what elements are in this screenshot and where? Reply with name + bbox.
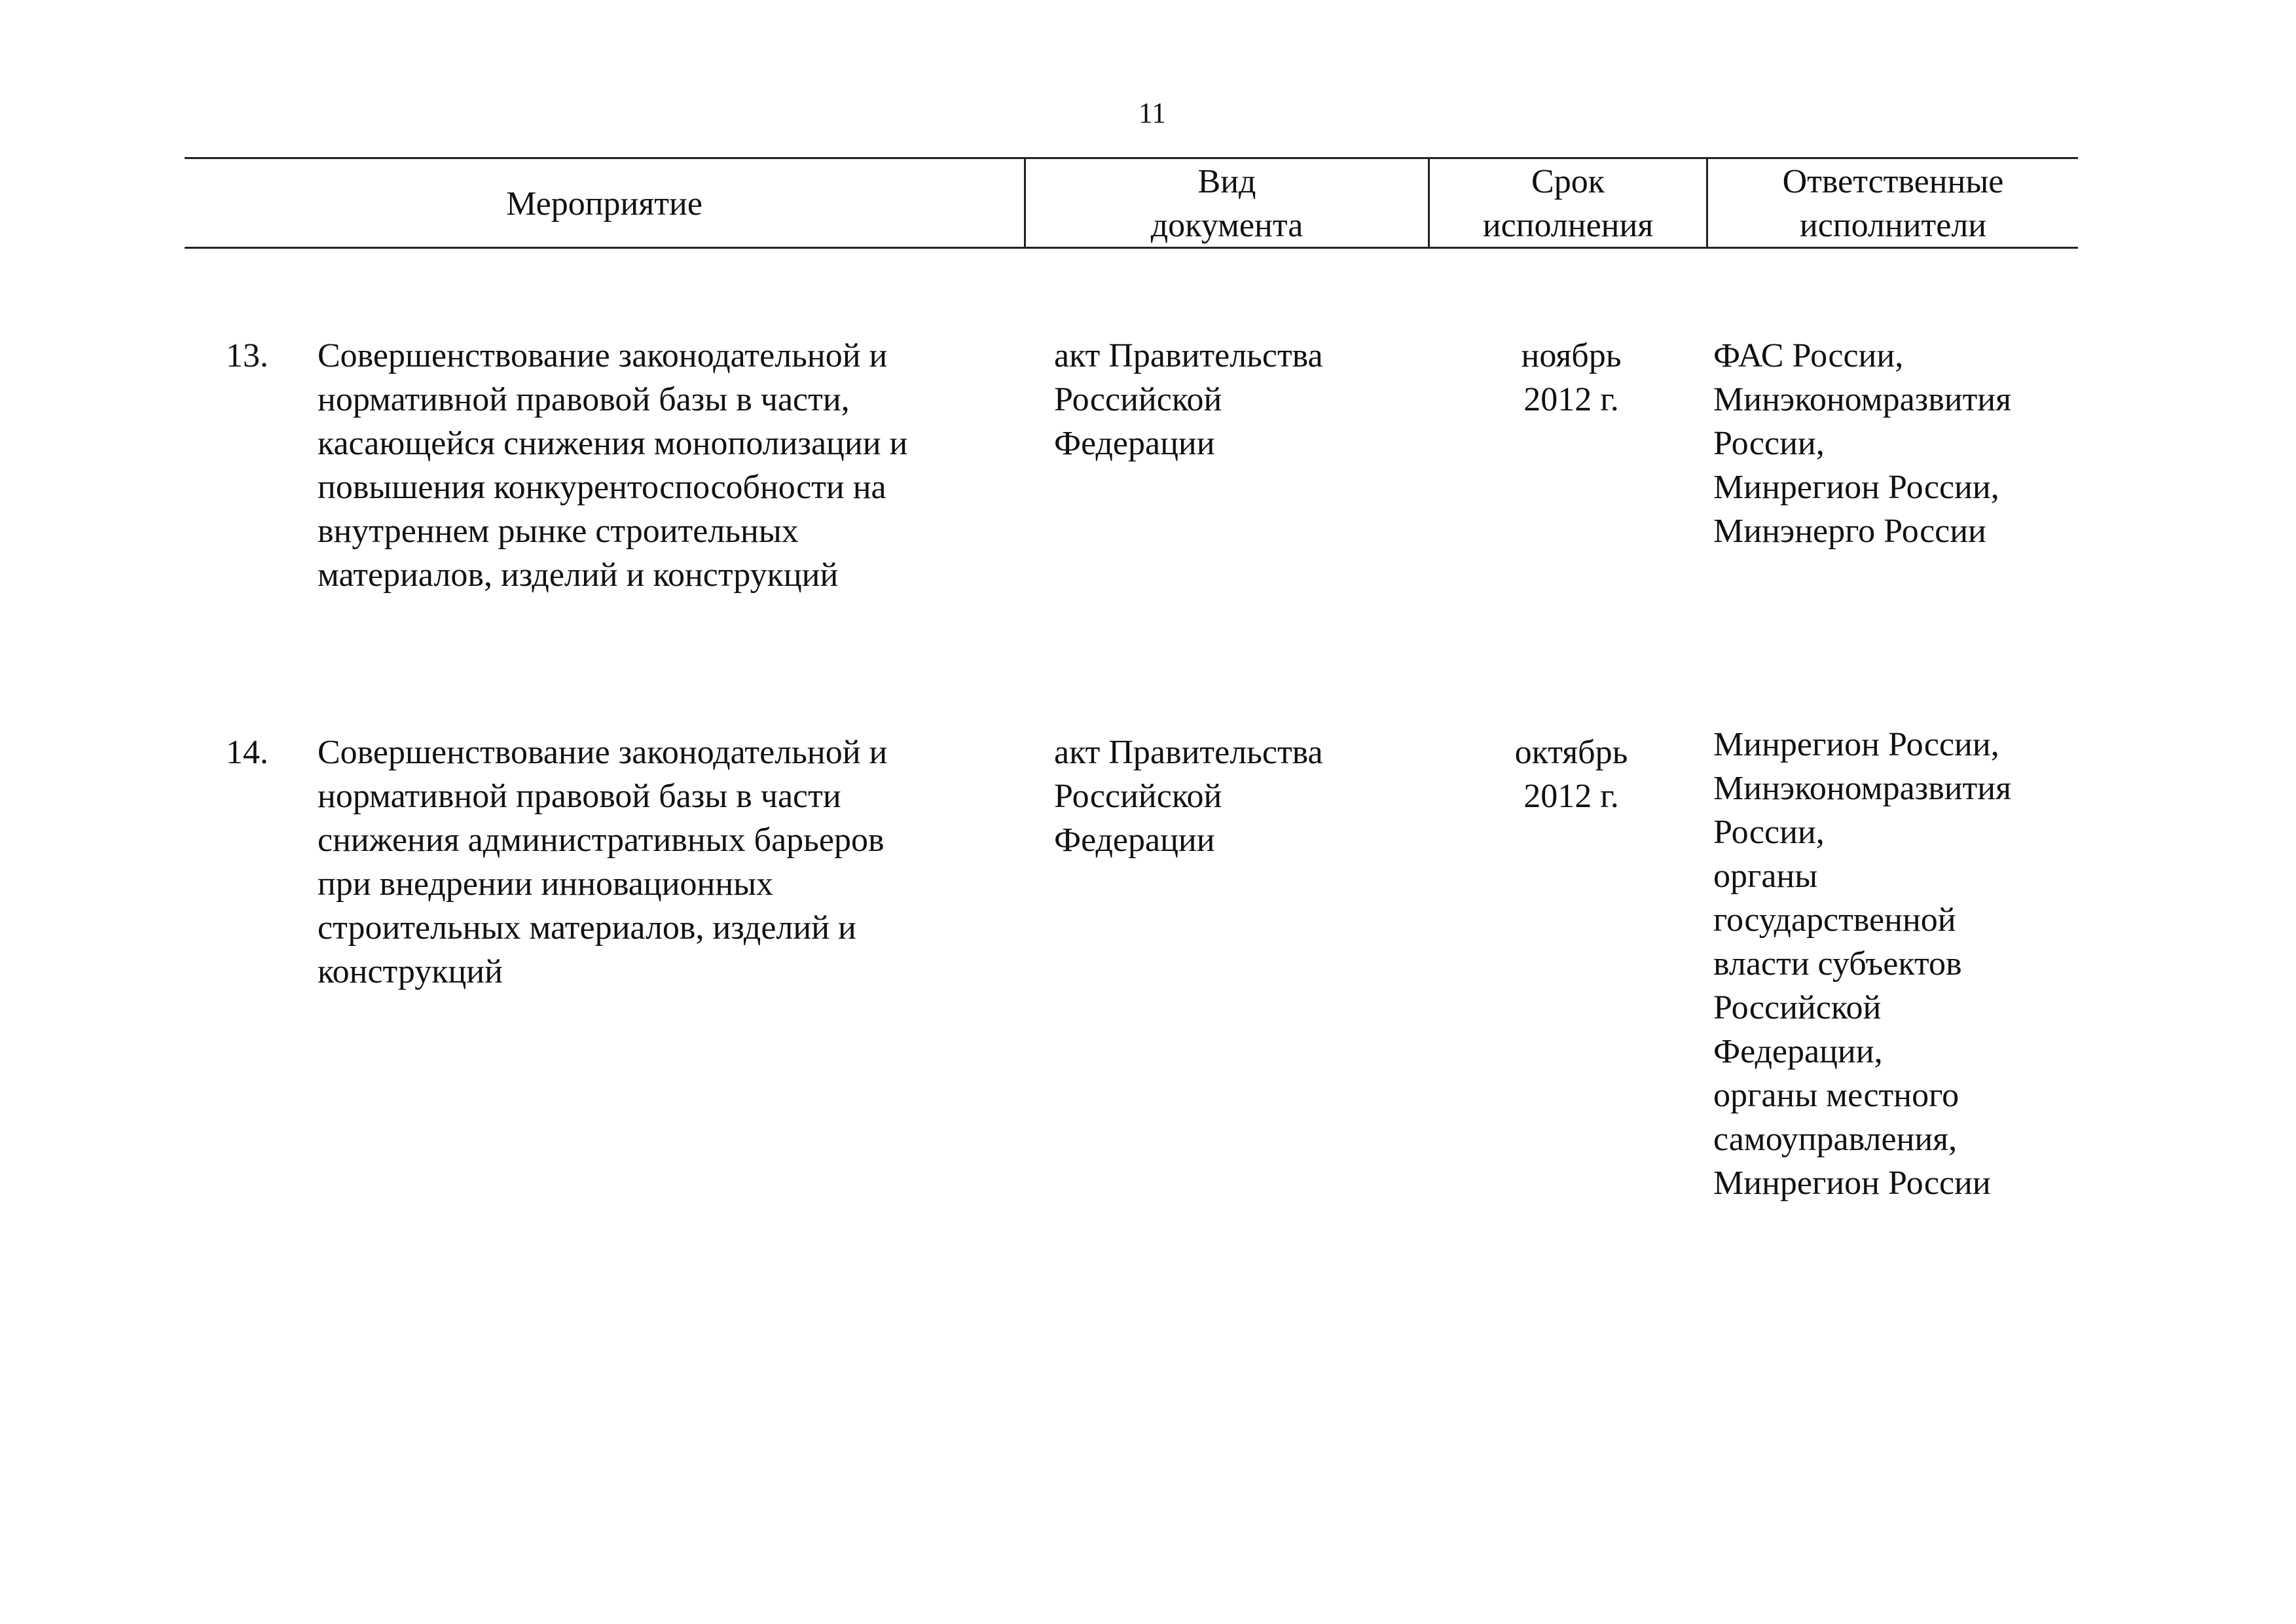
event-line: касающейся снижения монополизации и xyxy=(318,425,908,462)
responsible-cell xyxy=(1713,334,2080,553)
event-line: материалов, изделий и конструкций xyxy=(318,556,839,594)
event-cell xyxy=(318,731,1025,994)
header-doc-type xyxy=(1026,161,1428,246)
deadline-line: 2012 г. xyxy=(1523,381,1619,418)
table-header-top-rule xyxy=(185,157,2078,159)
header-deadline xyxy=(1430,161,1706,246)
event-line: снижения административных барьеров xyxy=(318,821,884,859)
doc-type-line: Федерации xyxy=(1054,821,1215,859)
header-responsible-line: исполнители xyxy=(1799,207,1987,244)
doc-type-line: акт Правительства xyxy=(1054,337,1323,374)
deadline-line: 2012 г. xyxy=(1523,778,1619,815)
responsible-line: России, xyxy=(1713,425,1825,462)
responsible-line: самоуправления, xyxy=(1713,1121,1958,1158)
responsible-line: государственной xyxy=(1713,901,1956,939)
responsible-line: органы xyxy=(1713,857,1818,895)
event-line: нормативной правовой базы в части, xyxy=(318,381,850,418)
doc-type-line: Российской xyxy=(1054,778,1222,815)
responsible-line: Минрегион России, xyxy=(1713,469,1999,506)
responsible-line: Российской xyxy=(1713,989,1882,1026)
doc-type-line: акт Правительства xyxy=(1054,734,1323,771)
header-doc-type-line: документа xyxy=(1150,207,1303,244)
header-event-line: Мероприятие xyxy=(506,185,702,223)
responsible-line: Федерации, xyxy=(1713,1033,1883,1070)
responsible-line: власти субъектов xyxy=(1713,945,1962,983)
header-deadline-line: исполнения xyxy=(1482,207,1654,244)
responsible-line: Минэкономразвития xyxy=(1713,381,2012,418)
doc-type-cell xyxy=(1054,731,1421,862)
page-number: 11 xyxy=(1138,97,1167,129)
header-event xyxy=(185,161,1024,246)
doc-type-line: Российской xyxy=(1054,381,1222,418)
event-line: повышения конкурентоспособности на xyxy=(318,469,886,506)
header-doc-type-line: Вид xyxy=(1197,163,1256,200)
event-line: внутреннем рынке строительных xyxy=(318,513,799,550)
doc-type-line: Федерации xyxy=(1054,425,1215,462)
row-number: 14. xyxy=(226,734,268,771)
deadline-line: октябрь xyxy=(1514,734,1628,771)
row-number: 13. xyxy=(226,337,268,374)
responsible-line: Минэнерго России xyxy=(1713,513,1986,550)
doc-type-cell xyxy=(1054,334,1421,465)
event-line: строительных материалов, изделий и xyxy=(318,909,856,947)
event-cell xyxy=(318,334,1025,597)
header-responsible xyxy=(1708,161,2078,246)
event-line: Совершенствование законодательной и xyxy=(318,337,888,374)
responsible-line: Минэкономразвития xyxy=(1713,770,2012,807)
header-deadline-line: Срок xyxy=(1531,163,1605,200)
event-line: Совершенствование законодательной и xyxy=(318,734,888,771)
deadline-cell xyxy=(1473,731,1669,818)
responsible-line: ФАС России, xyxy=(1713,337,1904,374)
event-line: нормативной правовой базы в части xyxy=(318,778,841,815)
event-line: при внедрении инновационных xyxy=(318,865,774,903)
responsible-line: России, xyxy=(1713,814,1825,851)
responsible-cell xyxy=(1713,723,2080,1205)
responsible-line: Минрегион России, xyxy=(1713,726,1999,763)
deadline-line: ноябрь xyxy=(1521,337,1622,374)
event-line: конструкций xyxy=(318,953,503,990)
deadline-cell xyxy=(1473,334,1669,422)
responsible-line: Минрегион России xyxy=(1713,1164,1991,1202)
responsible-line: органы местного xyxy=(1713,1077,1959,1114)
header-responsible-line: Ответственные xyxy=(1782,163,2004,200)
